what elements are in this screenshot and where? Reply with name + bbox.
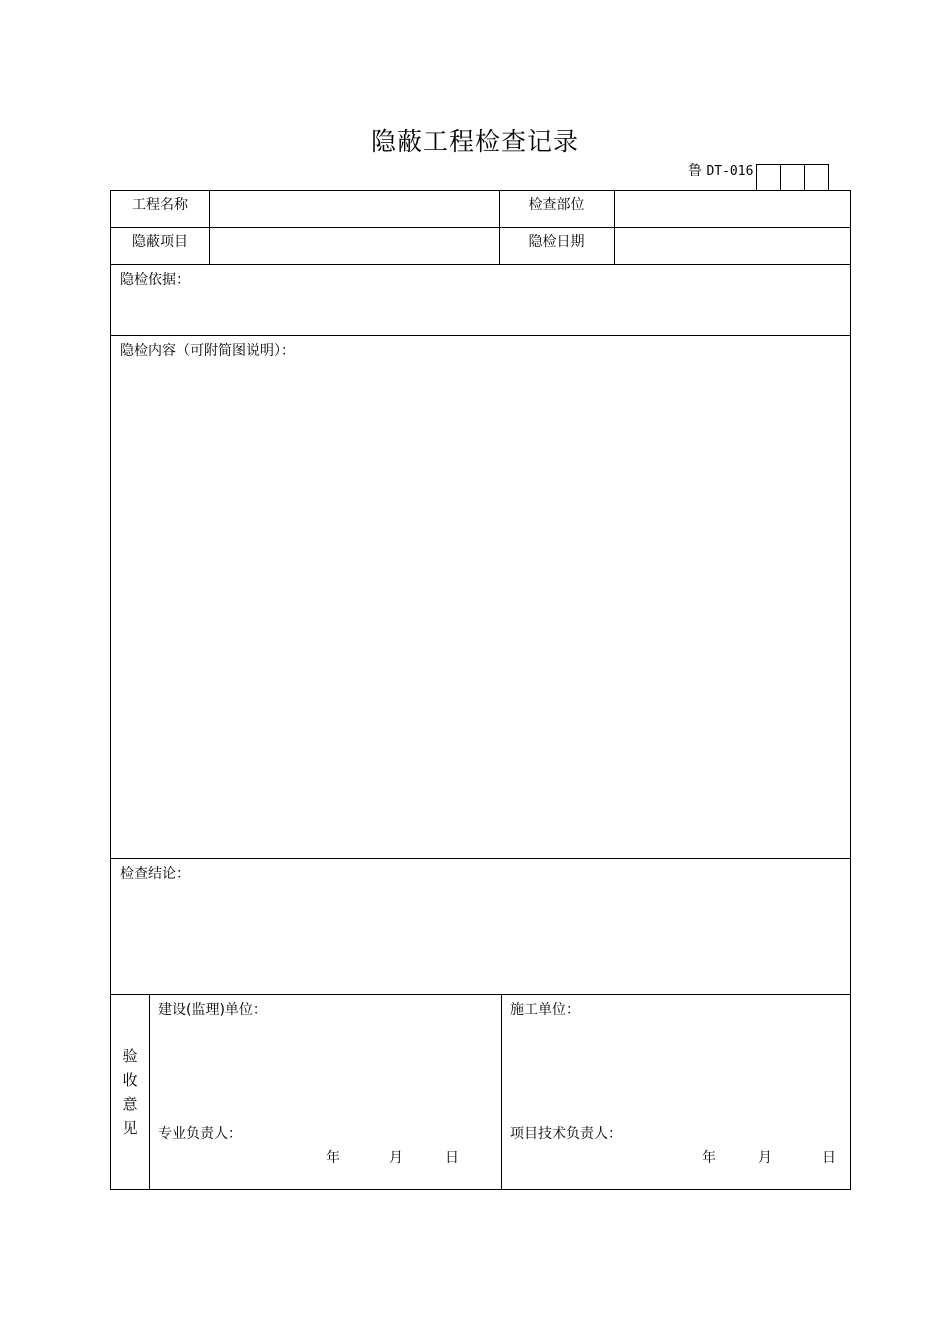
acceptance-vertical-label [111, 995, 149, 1189]
inspection-date-field[interactable] [614, 228, 850, 264]
project-name-label: 工程名称 [132, 197, 188, 213]
code-box[interactable] [804, 164, 829, 191]
content-label: 隐检内容（可附简图说明）： [120, 343, 295, 359]
form-code-prefix: 鲁 [688, 163, 702, 179]
contractor-year-label: 年 [702, 1150, 716, 1166]
owner-day-label: 日 [445, 1150, 459, 1166]
row-project-name [111, 191, 850, 227]
form-code-number: DT-016 [706, 164, 754, 179]
inspection-part-field[interactable] [614, 191, 850, 227]
code-box[interactable] [756, 164, 781, 191]
code-box[interactable] [780, 164, 805, 191]
page-title: 隐蔽工程检查记录 [370, 127, 579, 156]
basis-section[interactable] [111, 264, 850, 335]
owner-unit-label: 建设(监理)单位： [158, 1002, 267, 1018]
hidden-item-label: 隐蔽项目 [132, 234, 188, 250]
content-section[interactable] [111, 335, 850, 858]
acceptance-char: 意 [122, 1095, 138, 1113]
inspection-form [110, 190, 851, 1190]
contractor-unit-cell[interactable] [501, 995, 850, 1189]
project-name-field[interactable] [209, 191, 499, 227]
owner-unit-cell[interactable] [149, 995, 501, 1189]
owner-person-label: 专业负责人： [158, 1126, 242, 1142]
hidden-item-field[interactable] [209, 228, 499, 264]
conclusion-label: 检查结论： [120, 866, 190, 882]
inspection-part-label: 检查部位 [528, 197, 585, 213]
row-hidden-item [111, 227, 850, 264]
contractor-unit-label: 施工单位： [510, 1002, 580, 1018]
acceptance-section [111, 994, 850, 1189]
acceptance-char: 验 [122, 1047, 138, 1065]
form-code [688, 160, 753, 180]
form-code-boxes [756, 164, 829, 191]
contractor-day-label: 日 [822, 1150, 836, 1166]
owner-month-label: 月 [389, 1150, 403, 1166]
basis-label: 隐检依据： [120, 272, 190, 288]
contractor-month-label: 月 [758, 1150, 772, 1166]
acceptance-char: 见 [122, 1119, 138, 1137]
conclusion-section[interactable] [111, 858, 850, 994]
contractor-person-label: 项目技术负责人： [510, 1126, 622, 1142]
owner-year-label: 年 [326, 1150, 340, 1166]
acceptance-char: 收 [122, 1071, 138, 1089]
inspection-date-label: 隐检日期 [528, 234, 585, 250]
